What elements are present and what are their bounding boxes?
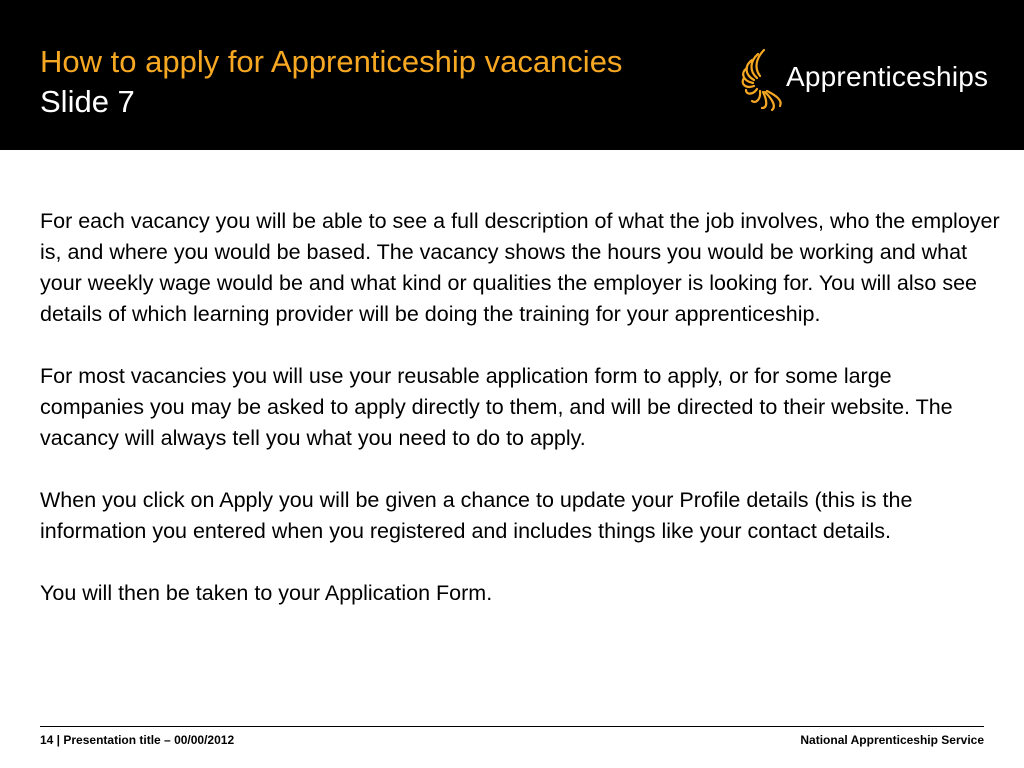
slide-body <box>40 206 1000 640</box>
logo-wordmark: Apprenticeships <box>786 61 989 92</box>
slide-subtitle: Slide 7 <box>40 84 135 119</box>
body-paragraph-3: When you click on Apply you will be given a chance to update your Profile details (this is the information you entered when you registered and includes things like your contact details. <box>40 488 913 543</box>
apprenticeships-sunburst-icon <box>738 44 786 120</box>
footer-organization: National Apprenticeship Service <box>800 733 984 747</box>
footer-page-info: 14 | Presentation title – 00/00/2012 <box>40 733 235 747</box>
slide-title: How to apply for Apprenticeship vacancies <box>40 44 623 79</box>
body-paragraph-1: For each vacancy you will be able to see a full description of what the job involves, who the employer is, and where you would be based. The vacancy shows the hours you would be working and what your weekly wage would be and what kind or qualities the employer is looking for. You will also see details of which learning provider will be doing the training for your apprenticeship. <box>40 209 1000 326</box>
body-paragraph-4: You will then be taken to your Application Form. <box>40 581 493 605</box>
slide-header <box>0 0 1024 150</box>
footer-divider <box>40 726 984 727</box>
body-paragraph-2: For most vacancies you will use your reusable application form to apply, or for some large companies you may be asked to apply directly to them, and will be directed to their website. The vacancy will always tell you what you need to do to apply. <box>40 364 953 450</box>
apprenticeships-logo <box>738 44 998 120</box>
